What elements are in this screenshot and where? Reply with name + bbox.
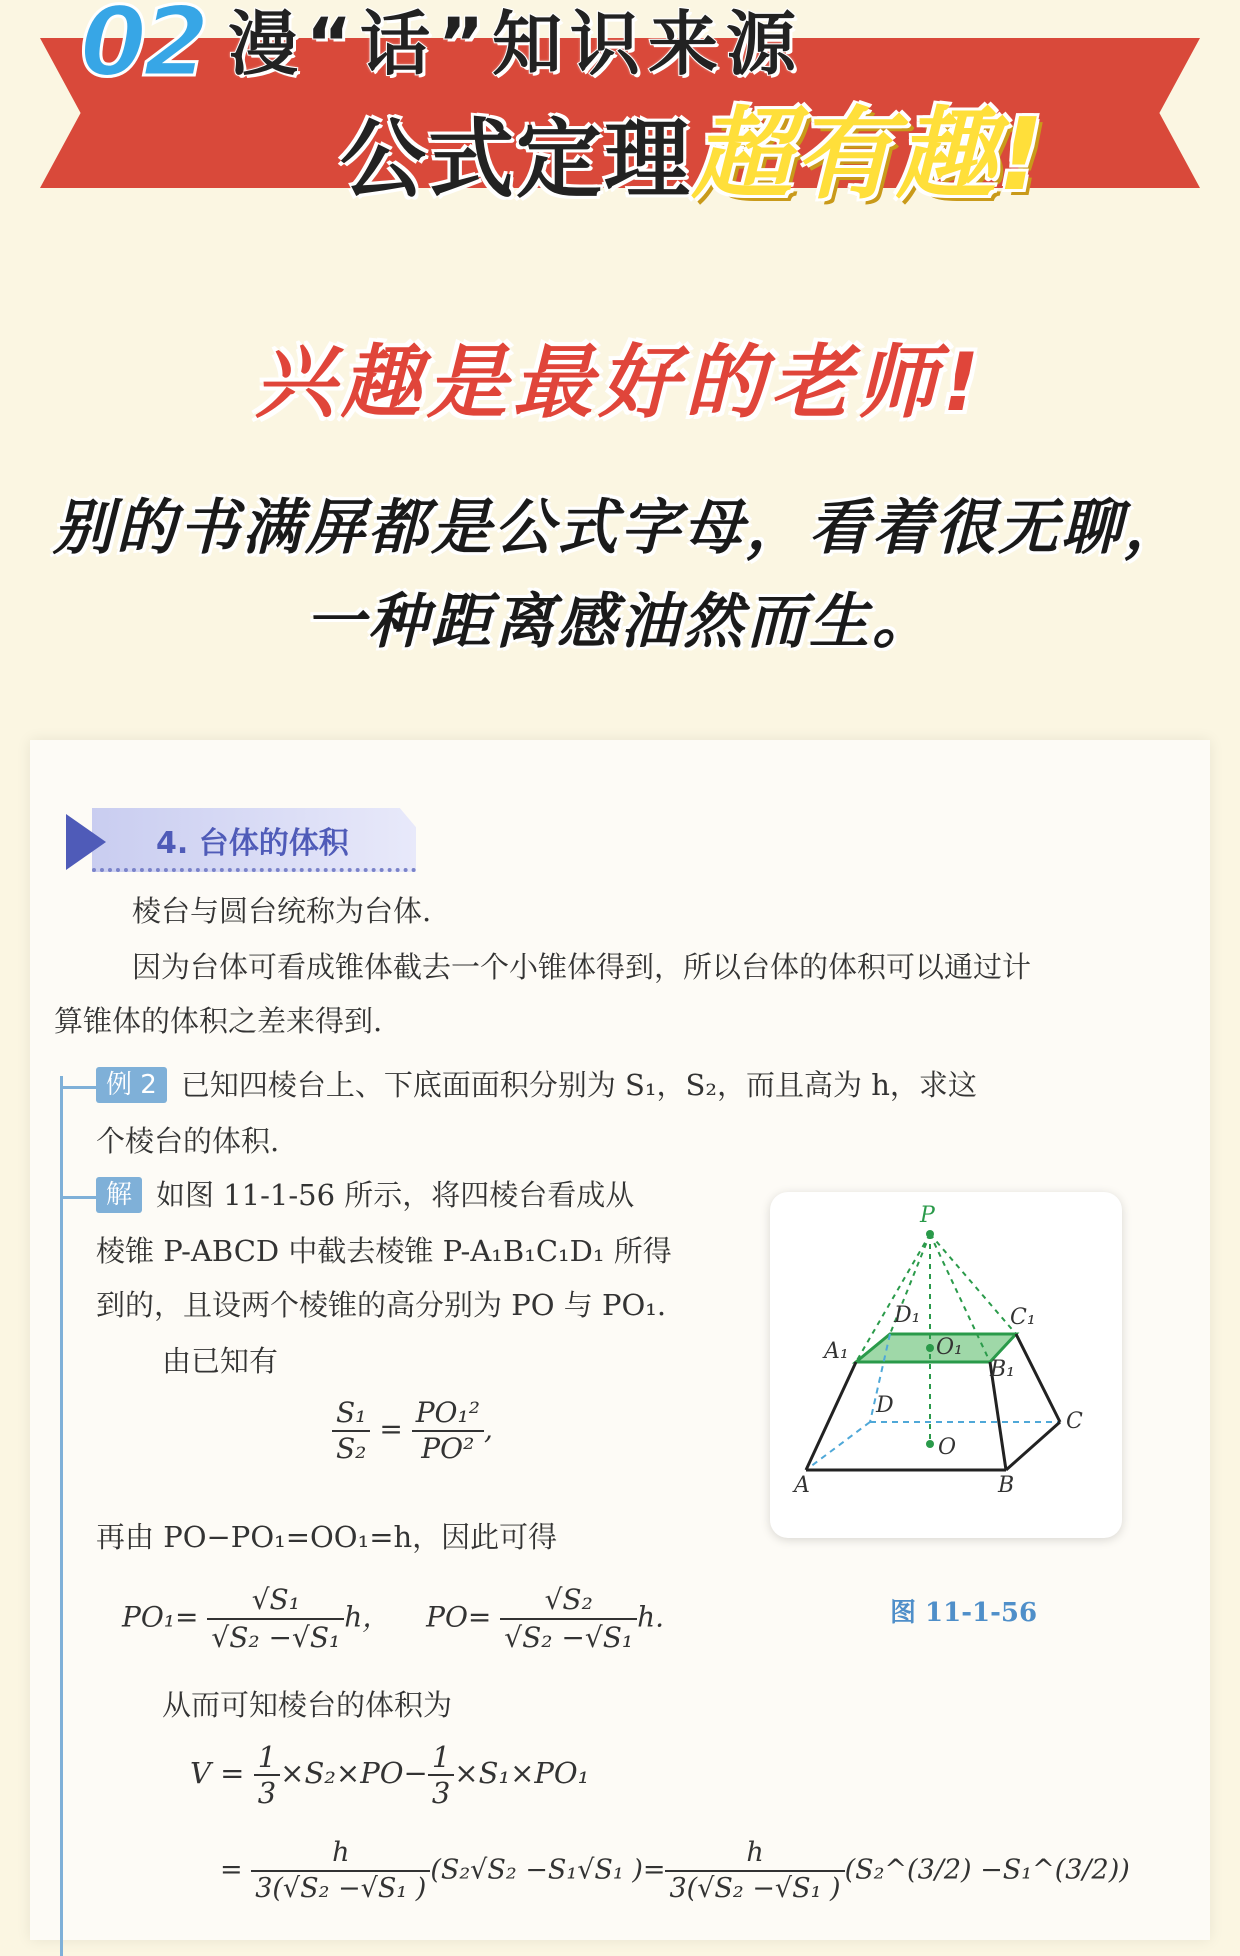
- eq3-part-1: ×S₂×PO−: [280, 1756, 428, 1790]
- guide-line: [60, 1076, 63, 1956]
- eq2-right-num: √S₂: [500, 1582, 637, 1620]
- solution-tag: 解: [96, 1177, 142, 1213]
- eq4-den-b: 3(√S₂ −√S₁ ): [669, 1873, 841, 1904]
- label-O: O: [938, 1435, 957, 1460]
- section-title: 4. 台体的体积: [156, 826, 349, 861]
- banner-line-2: [340, 74, 1046, 218]
- section-title-tag: [66, 808, 446, 874]
- frustum-figure: [770, 1192, 1122, 1538]
- eq1-den: S₂: [336, 1432, 367, 1465]
- frustum-diagram: [770, 1192, 1122, 1538]
- point-O1: [926, 1344, 934, 1352]
- solution-text-2: 棱锥 P-ABCD 中截去棱锥 P-A₁B₁C₁D₁ 所得: [96, 1234, 672, 1268]
- eq4-h-b: h: [665, 1836, 844, 1872]
- label-A1: A₁: [824, 1339, 849, 1364]
- label-A: A: [794, 1473, 810, 1498]
- guide-tick-2: [60, 1196, 100, 1199]
- textbook-page: [30, 740, 1210, 1940]
- play-arrow-icon: [66, 814, 106, 870]
- solution-text-5: 再由 PO−PO₁=OO₁=h，因此可得: [96, 1520, 558, 1554]
- solution-text-1: 如图 11-1-56 所示，将四棱台看成从: [156, 1178, 635, 1212]
- equation-4: [220, 1836, 1130, 1906]
- eq3-three-a: 3: [257, 1776, 277, 1810]
- label-P: P: [920, 1203, 935, 1228]
- figure-caption: 图 11-1-56: [890, 1598, 1038, 1628]
- equation-2: [122, 1582, 664, 1656]
- eq2-right: PO=: [426, 1600, 492, 1634]
- point-P: [926, 1230, 934, 1238]
- para-1: 棱台与圆台统称为台体.: [132, 894, 432, 928]
- banner-line-2-b: 超有趣!: [692, 96, 1046, 213]
- example-tag: 例 2: [96, 1067, 167, 1103]
- subline-2: 一种距离感油然而生。: [305, 587, 935, 657]
- label-C1: C₁: [1010, 1305, 1036, 1330]
- eq3-v: V =: [190, 1756, 245, 1790]
- banner: [0, 0, 1240, 213]
- example-text-b: 个棱台的体积.: [96, 1124, 280, 1158]
- solution-text-4: 由已知有: [162, 1344, 279, 1378]
- banner-line-1: 漫“话”知识来源: [228, 3, 805, 85]
- para-2a: 因为台体可看成锥体截去一个小锥体得到，所以台体的体积可以通过计: [132, 950, 1032, 984]
- label-B1: B₁: [990, 1357, 1015, 1382]
- label-B: B: [998, 1473, 1015, 1498]
- eq1-rden: PO²: [421, 1432, 475, 1465]
- slogan: 兴趣是最好的老师!: [254, 336, 986, 429]
- eq2-right-den: √S₂ −√S₁: [504, 1621, 634, 1654]
- equation-1: $\frac{\text{S₁}}{\text{S₂}}$ = $\frac{\text{PO₁²}}{\text{PO²}}$ ,: [332, 1396, 493, 1466]
- eq4-tail: (S₂^(3/2) −S₁^(3/2)): [844, 1854, 1130, 1886]
- eq1-rnum: PO₁²: [412, 1396, 484, 1432]
- eq2-right-h: h.: [637, 1600, 665, 1634]
- eq3-three-b: 3: [431, 1776, 451, 1810]
- label-D1: D₁: [894, 1303, 921, 1328]
- eq2-left: PO₁=: [122, 1600, 199, 1634]
- label-O1: O₁: [936, 1335, 963, 1360]
- eq1-num: S₁: [332, 1396, 370, 1432]
- para-2b: 算锥体的体积之差来得到.: [54, 1004, 383, 1038]
- eq2-left-h: h，: [344, 1600, 391, 1634]
- eq4-eq: =: [220, 1854, 243, 1886]
- eq2-left-num: √S₁: [207, 1582, 344, 1620]
- solution-line-1: [96, 1176, 634, 1214]
- equation-3: [190, 1740, 589, 1810]
- eq4-mid: (S₂√S₂ −S₁√S₁ )=: [430, 1854, 666, 1886]
- label-C: C: [1066, 1409, 1083, 1434]
- eq2-left-den: √S₂ −√S₁: [211, 1621, 341, 1654]
- eq3-one-a: 1: [254, 1740, 280, 1776]
- banner-number: 02: [80, 0, 206, 98]
- eq4-h-a: h: [251, 1836, 430, 1872]
- example-text-a: 已知四棱台上、下底面面积分别为 S₁，S₂，而且高为 h，求这: [180, 1068, 977, 1102]
- solution-text-3: 到的，且设两个棱锥的高分别为 PO 与 PO₁.: [96, 1288, 667, 1322]
- example-line-1: [96, 1066, 977, 1104]
- point-O: [926, 1440, 934, 1448]
- guide-tick-1: [60, 1086, 100, 1089]
- label-D: D: [876, 1393, 894, 1418]
- subline-1: 别的书满屏都是公式字母，看着很无聊，: [53, 493, 1187, 563]
- eq3-part-2: ×S₁×PO₁: [454, 1756, 590, 1790]
- eq4-den-a: 3(√S₂ −√S₁ ): [255, 1873, 427, 1904]
- eq3-one-b: 1: [428, 1740, 454, 1776]
- solution-text-6: 从而可知棱台的体积为: [162, 1688, 453, 1722]
- banner-line-2-a: 公式定理: [340, 110, 692, 210]
